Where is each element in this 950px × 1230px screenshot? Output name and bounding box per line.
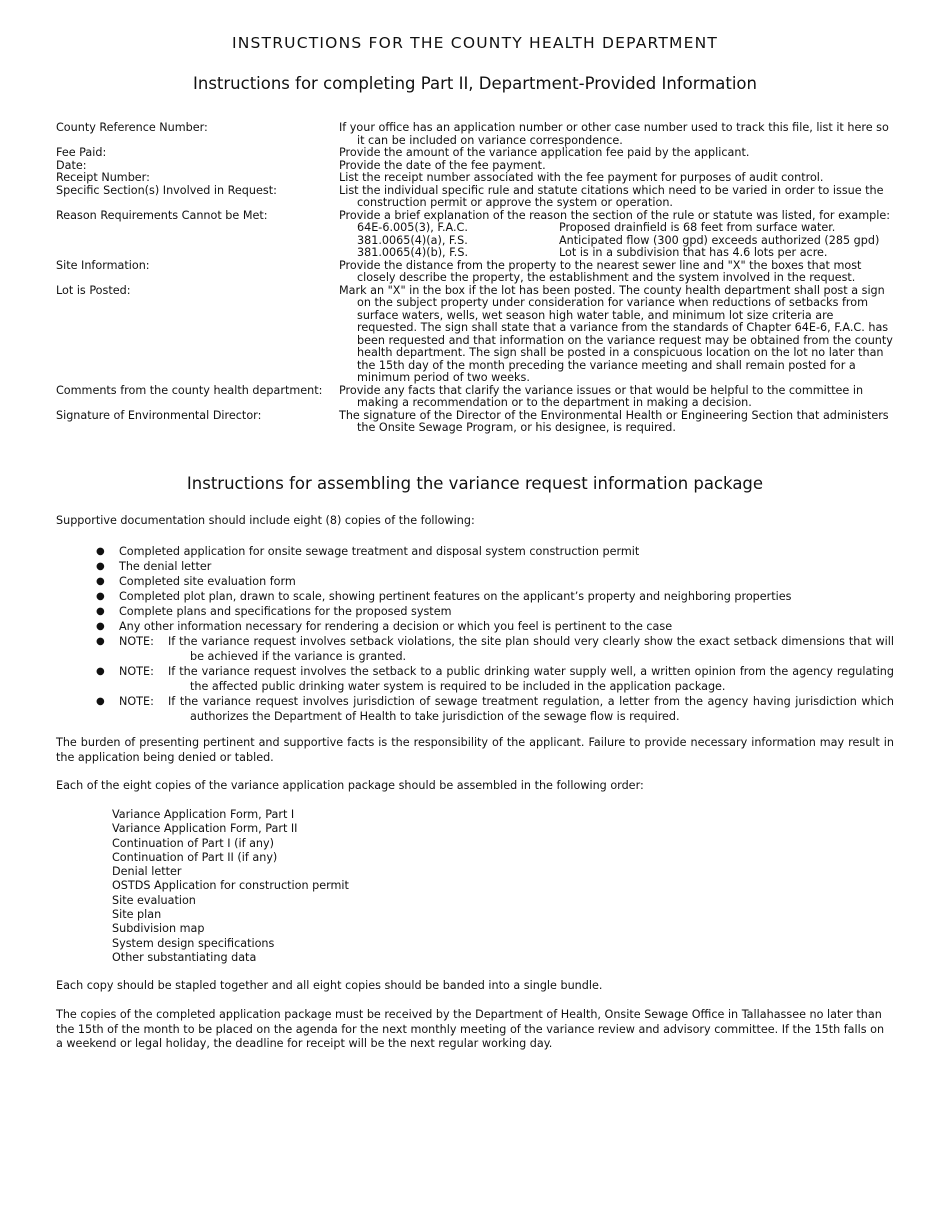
order-intro-paragraph: Each of the eight copies of the variance application package should be assembled in the following order: [56, 779, 644, 792]
field-description: Provide any facts that clarify the variance issues or that would be helpful to the committee in making a recommendation or to the department in making a decision. [339, 383, 864, 409]
field-description: Provide the amount of the variance application fee paid by the applicant. [339, 146, 750, 159]
list-item: Subdivision map [112, 922, 205, 936]
field-label: Comments from the county health department: [56, 383, 323, 397]
field-description-block [339, 210, 896, 260]
bullet-icon: ● [96, 591, 105, 602]
field-description: If your office has an application number or other case number used to track this file, list it here so it can be included on variance correspondence. [339, 121, 889, 147]
list-item: Site plan [112, 908, 162, 922]
part2-heading: Instructions for completing Part II, Department-Provided Information [193, 74, 757, 93]
assemble-heading: Instructions for assembling the variance request information package [186, 474, 764, 493]
bullet-icon: ● [96, 696, 105, 707]
field-label: County Reference Number: [56, 121, 208, 134]
documentation-bullet-list [96, 544, 894, 724]
example-row [357, 247, 896, 260]
intro-paragraph: Supportive documentation should include eight (8) copies of the following: [56, 514, 475, 527]
bullet-icon: ● [96, 606, 105, 617]
assembly-order-list [112, 808, 349, 965]
deadline-paragraph: The copies of the completed application package must be received by the Department of Health, Onsite Sewage Office in Tallahassee no later than the 15th of the month to be placed on the agenda for the next monthly meeting of the variance review and advisory committee. If the 15th falls on a weekend or legal holiday, the deadline for receipt will be the next regular working day. [56, 1008, 885, 1051]
staple-paragraph: Each copy should be stapled together and all eight copies should be banded into a single bundle. [56, 979, 603, 992]
list-item: ● The denial letter [96, 560, 212, 573]
bullet-icon: ● [96, 561, 105, 572]
list-item: Other substantiating data [112, 950, 257, 964]
field-label: Fee Paid: [56, 146, 107, 159]
example-text: Proposed drainfield is 68 feet from surface water. [559, 221, 836, 234]
list-item: ● Completed site evaluation form [96, 575, 296, 588]
field-description: List the receipt number associated with the fee payment for purposes of audit control. [339, 171, 824, 184]
field-description: Provide the date of the fee payment. [339, 158, 546, 172]
bullet-icon: ● [96, 666, 105, 677]
note-item [96, 694, 894, 724]
example-citation: 64E-6.005(3), F.A.C. [357, 221, 468, 234]
field-label: Site Information: [56, 258, 150, 272]
list-item: ● Completed plot plan, drawn to scale, showing pertinent features on the applicant’s property and neighboring properties [96, 590, 792, 603]
list-item: Variance Application Form, Part II [112, 822, 298, 836]
document-title: INSTRUCTIONS FOR THE COUNTY HEALTH DEPARTMENT [231, 34, 719, 52]
list-item: ● Any other information necessary for rendering a decision or which you feel is pertinent to the case [96, 620, 673, 633]
field-description: List the individual specific rule and statute citations which need to be varied in order to issue the construction permit or approve the system or operation. [339, 183, 884, 209]
field-description: Provide the distance from the property to the nearest sewer line and "X" the boxes that most closely describe the property, the establishment and the system involved in the request. [339, 258, 862, 284]
field-row-comments [56, 385, 896, 410]
list-item: OSTDS Application for construction permit [112, 879, 349, 893]
field-description: Mark an "X" in the box if the lot has been posted. The county health department shall post a sign on the subject property under consideration for variance when reductions of setbacks from surface waters, wells, wet season high water table, and minimum lot size criteria are requested. The sign shall state that a variance from the standards of Chapter 64E-6, F.A.C. has been requested and that information on the variance request may be obtained from the county health department. The sign shall be posted in a conspicuous location on the lot no later than the 15th day of the month preceding the variance meeting and shall remain posted for a minimum period of two weeks. [339, 283, 893, 384]
field-row-county-reference [56, 122, 896, 147]
bullet-icon: ● [96, 621, 105, 632]
list-item: Denial letter [112, 865, 182, 879]
field-label: Specific Section(s) Involved in Request: [56, 183, 277, 197]
example-list [357, 222, 896, 260]
field-row-specific-sections [56, 185, 896, 210]
field-description: Provide a brief explanation of the reason the section of the rule or statute was listed, for example: [339, 208, 890, 222]
field-row-site-information [56, 260, 896, 285]
list-item: ● Complete plans and specifications for the proposed system [96, 605, 452, 618]
field-label: Signature of Environmental Director: [56, 408, 262, 422]
list-item: ● Completed application for onsite sewage treatment and disposal system construction permit [96, 545, 640, 558]
field-label: Reason Requirements Cannot be Met: [56, 208, 268, 222]
field-label: Date: [56, 158, 87, 172]
example-row [357, 222, 896, 235]
note-text: If the variance request involves setback violations, the site plan should very clearly show the exact setback dimensions that will be achieved if the variance is granted. [168, 635, 894, 663]
note-text: If the variance request involves jurisdiction of sewage treatment regulation, a letter from the agency having jurisdiction which authorizes the Department of Health to take jurisdiction of the sewage flow is required. [168, 695, 894, 723]
list-item: Continuation of Part II (if any) [112, 850, 278, 864]
note-text: If the variance request involves the setback to a public drinking water supply well, a written opinion from the agency regulating the affected public drinking water system is required to be included in the application package. [168, 665, 894, 693]
part2-field-table [56, 122, 896, 435]
note-label: NOTE: [119, 695, 154, 708]
bullet-icon: ● [96, 546, 105, 557]
note-item [96, 664, 894, 694]
field-row-reason [56, 210, 896, 260]
field-row-fee-paid [56, 147, 896, 160]
list-item: Variance Application Form, Part I [112, 808, 295, 821]
example-text: Lot is in a subdivision that has 4.6 lots per acre. [559, 246, 828, 259]
bullet-icon: ● [96, 636, 105, 647]
example-citation: 381.0065(4)(b), F.S. [357, 246, 469, 259]
field-row-lot-posted [56, 285, 896, 385]
note-label: NOTE: [119, 665, 154, 678]
list-item: Continuation of Part I (if any) [112, 836, 274, 850]
example-citation: 381.0065(4)(a), F.S. [357, 233, 468, 247]
field-label: Lot is Posted: [56, 283, 131, 297]
field-description: The signature of the Director of the Environmental Health or Engineering Section that administers the Onsite Sewage Program, or his designee, is required. [339, 408, 889, 434]
list-item: Site evaluation [112, 893, 196, 907]
burden-paragraph: The burden of presenting pertinent and supportive facts is the responsibility of the applicant. Failure to provide necessary information may result in the application being denied or tabled. [56, 736, 894, 764]
field-row-signature [56, 410, 896, 435]
field-label: Receipt Number: [56, 171, 150, 184]
note-item [96, 634, 894, 664]
note-label: NOTE: [119, 635, 154, 648]
bullet-icon: ● [96, 576, 105, 587]
list-item: System design specifications [112, 936, 275, 950]
field-row-receipt-number [56, 172, 896, 185]
example-text: Anticipated flow (300 gpd) exceeds authorized (285 gpd) [559, 233, 880, 247]
